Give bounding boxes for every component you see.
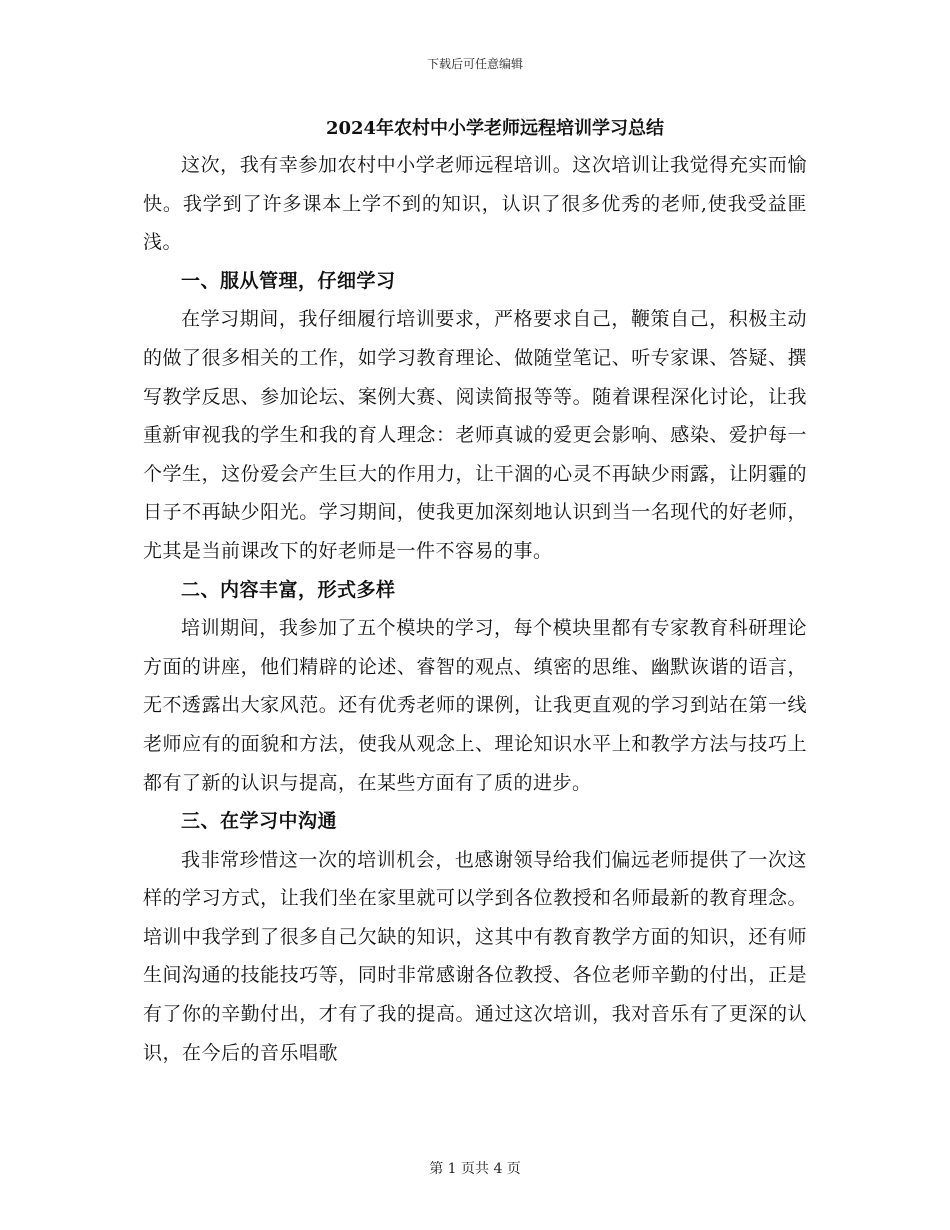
document-title: 2024年农村中小学老师远程培训学习总结 <box>325 118 665 139</box>
page-header-note: 下载后可任意编辑 <box>426 57 523 71</box>
document-body <box>143 112 807 1072</box>
paragraph: 培训期间，我参加了五个模块的学习，每个模块里都有专家教育科研理论方面的讲座，他们精辟的论述、睿智的观点、缜密的思维、幽默诙谐的语言，无不透露出大家风范。还有优秀老师的课例，让我更直观的学习到站在第一线老师应有的面貌和方法，使我从观念上、理论知识水平上和教学方法与技巧上都有了新的认识与提高，在某些方面有了质的进步。 <box>143 617 807 794</box>
page-number: 第 1 页共 4 页 <box>429 1161 521 1177</box>
section-heading: 三、在学习中沟通 <box>181 810 338 833</box>
paragraph: 在学习期间，我仔细履行培训要求，严格要求自己，鞭策自己，积极主动的做了很多相关的工作，如学习教育理论、做随堂笔记、听专家课、答疑、撰写教学反思、参加论坛、案例大赛、阅读简报等等。随着课程深化讨论，让我重新审视我的学生和我的育人理念：老师真诚的爱更会影响、感染、爱护每一个学生，这份爱会产生巨大的作用力，让干涸的心灵不再缺少雨露，让阴霾的日子不再缺少阳光。学习期间，使我更加深刻地认识到当一名现代的好老师，尤其是当前课改下的好老师是一件不容易的事。 <box>143 308 807 562</box>
paragraph: 这次，我有幸参加农村中小学老师远程培训。这次培训让我觉得充实而愉快。我学到了许多课本上学不到的知识，认识了很多优秀的老师,使我受益匪浅。 <box>143 154 807 254</box>
section-heading: 一、服从管理，仔细学习 <box>181 269 396 292</box>
paragraph: 我非常珍惜这一次的培训机会，也感谢领导给我们偏远老师提供了一次这样的学习方式，让我们坐在家里就可以学到各位教授和名师最新的教育理念。培训中我学到了很多自己欠缺的知识，这其中有教育教学方面的知识，还有师生间沟通的技能技巧等，同时非常感谢各位教授、各位老师辛勤的付出，正是有了你的辛勤付出，才有了我的提高。通过这次培训，我对音乐有了更深的认识，在今后的音乐唱歌 <box>143 848 807 1064</box>
section-heading: 二、内容丰富，形式多样 <box>181 578 396 601</box>
